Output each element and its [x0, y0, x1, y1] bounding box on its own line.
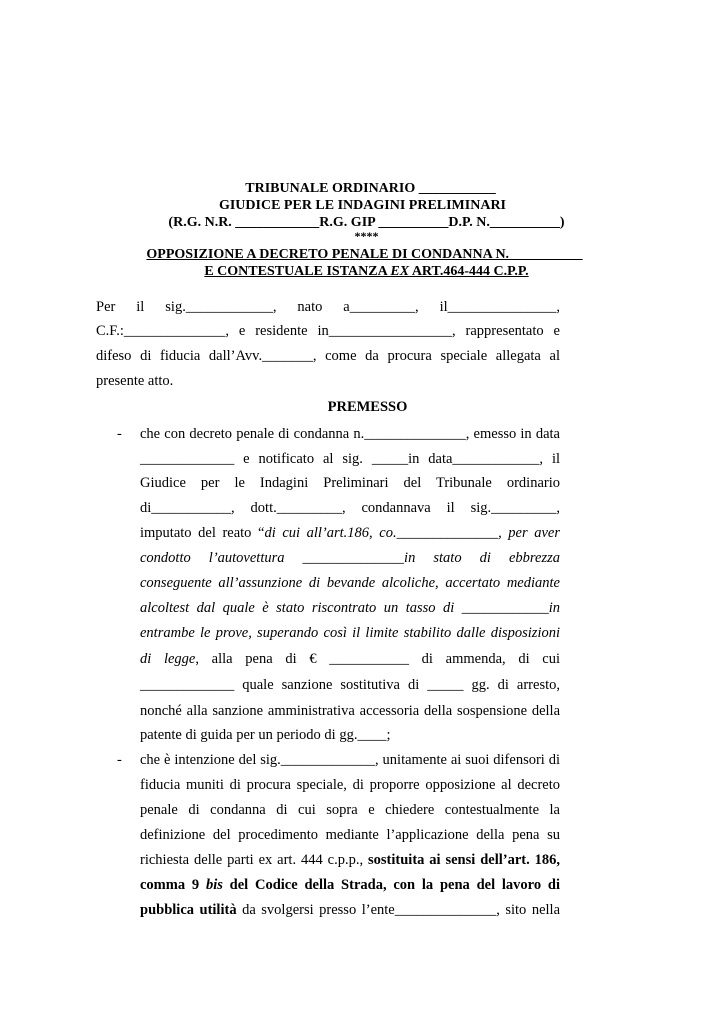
document-title-line1: OPPOSIZIONE A DECRETO PENALE DI CONDANNA N. __________: [146, 247, 583, 262]
bullet-2-marker: -: [117, 752, 122, 768]
bullet-1-line-4: di___________, dott._________, condannava il sig._________,: [140, 500, 560, 516]
judge-office: GIUDICE PER LE INDAGINI PRELIMINARI: [218, 198, 507, 213]
court-name: TRIBUNALE ORDINARIO ___________: [245, 181, 496, 196]
bullet-2-line-7: pubblica utilità da svolgersi presso l’ente______________, sito nella: [140, 902, 560, 918]
bullet-1-line-2: _____________ e notificato al sig. _____in data____________, il: [140, 451, 560, 467]
section-title: PREMESSO: [327, 399, 408, 415]
intro-line-4: presente atto.: [96, 373, 174, 389]
bullet-2-line-4: definizione del procedimento mediante l’applicazione della pena su: [140, 827, 560, 843]
bullet-2-line-3: penale di condanna di cui sopra e chiedere contestualmente la: [140, 802, 560, 818]
bullet-1-line-1: che con decreto penale di condanna n.______________, emesso in data: [140, 426, 560, 442]
bullet-1-marker: -: [117, 426, 122, 442]
bullet-2-line-2: fiducia muniti di procura speciale, di proporre opposizione al decreto: [140, 777, 560, 793]
intro-line-1: Per il sig.____________, nato a_________, il_______________,: [96, 299, 560, 315]
bullet-1-line-5: imputato del reato “di cui all’art.186, co.______________, per aver: [140, 525, 560, 541]
bullet-2-line-6: comma 9 bis del Codice della Strada, con la pena del lavoro di: [140, 877, 560, 893]
case-numbers: (R.G. N.R. ____________R.G. GIP __________D.P. N.__________): [168, 215, 565, 230]
bullet-1-line-12: nonché alla sanzione amministrativa accessoria della sospensione della: [140, 703, 560, 719]
bullet-1-line-10: di legge, alla pena di € ___________ di ammenda, di cui: [140, 651, 560, 667]
intro-line-3: difeso di fiducia dall’Avv._______, come da procura speciale allegata al: [96, 348, 560, 364]
bullet-1-line-6: condotto l’autovettura ______________in stato di ebbrezza: [140, 550, 560, 566]
bullet-1-line-8: alcoltest dal quale è stato riscontrato un tasso di ____________in: [140, 600, 560, 616]
bullet-1-line-11: _____________ quale sanzione sostitutiva di _____ gg. di arresto,: [140, 677, 560, 693]
bullet-1-line-13: patente di guida per un periodo di gg.____;: [140, 727, 391, 743]
document-title-line2: E CONTESTUALE ISTANZA EX ART.464-444 C.P.P.: [204, 264, 529, 279]
bullet-2-line-1: che è intenzione del sig._____________, unitamente ai suoi difensori di: [140, 752, 560, 768]
bullet-1-line-3: Giudice per le Indagini Preliminari del Tribunale ordinario: [140, 475, 560, 491]
bullet-1-line-7: conseguente all’assunzione di bevande alcoliche, accertato mediante: [140, 575, 560, 591]
bullet-1-line-9: entrambe le prove, superando così il limite stabilito dalle disposizioni: [140, 625, 560, 641]
bullet-2-line-5: richiesta delle parti ex art. 444 c.p.p., sostituita ai sensi dell’art. 186,: [140, 852, 561, 868]
separator: ****: [354, 229, 379, 243]
intro-line-2: C.F.:______________, e residente in_________________, rappresentato e: [96, 323, 560, 339]
